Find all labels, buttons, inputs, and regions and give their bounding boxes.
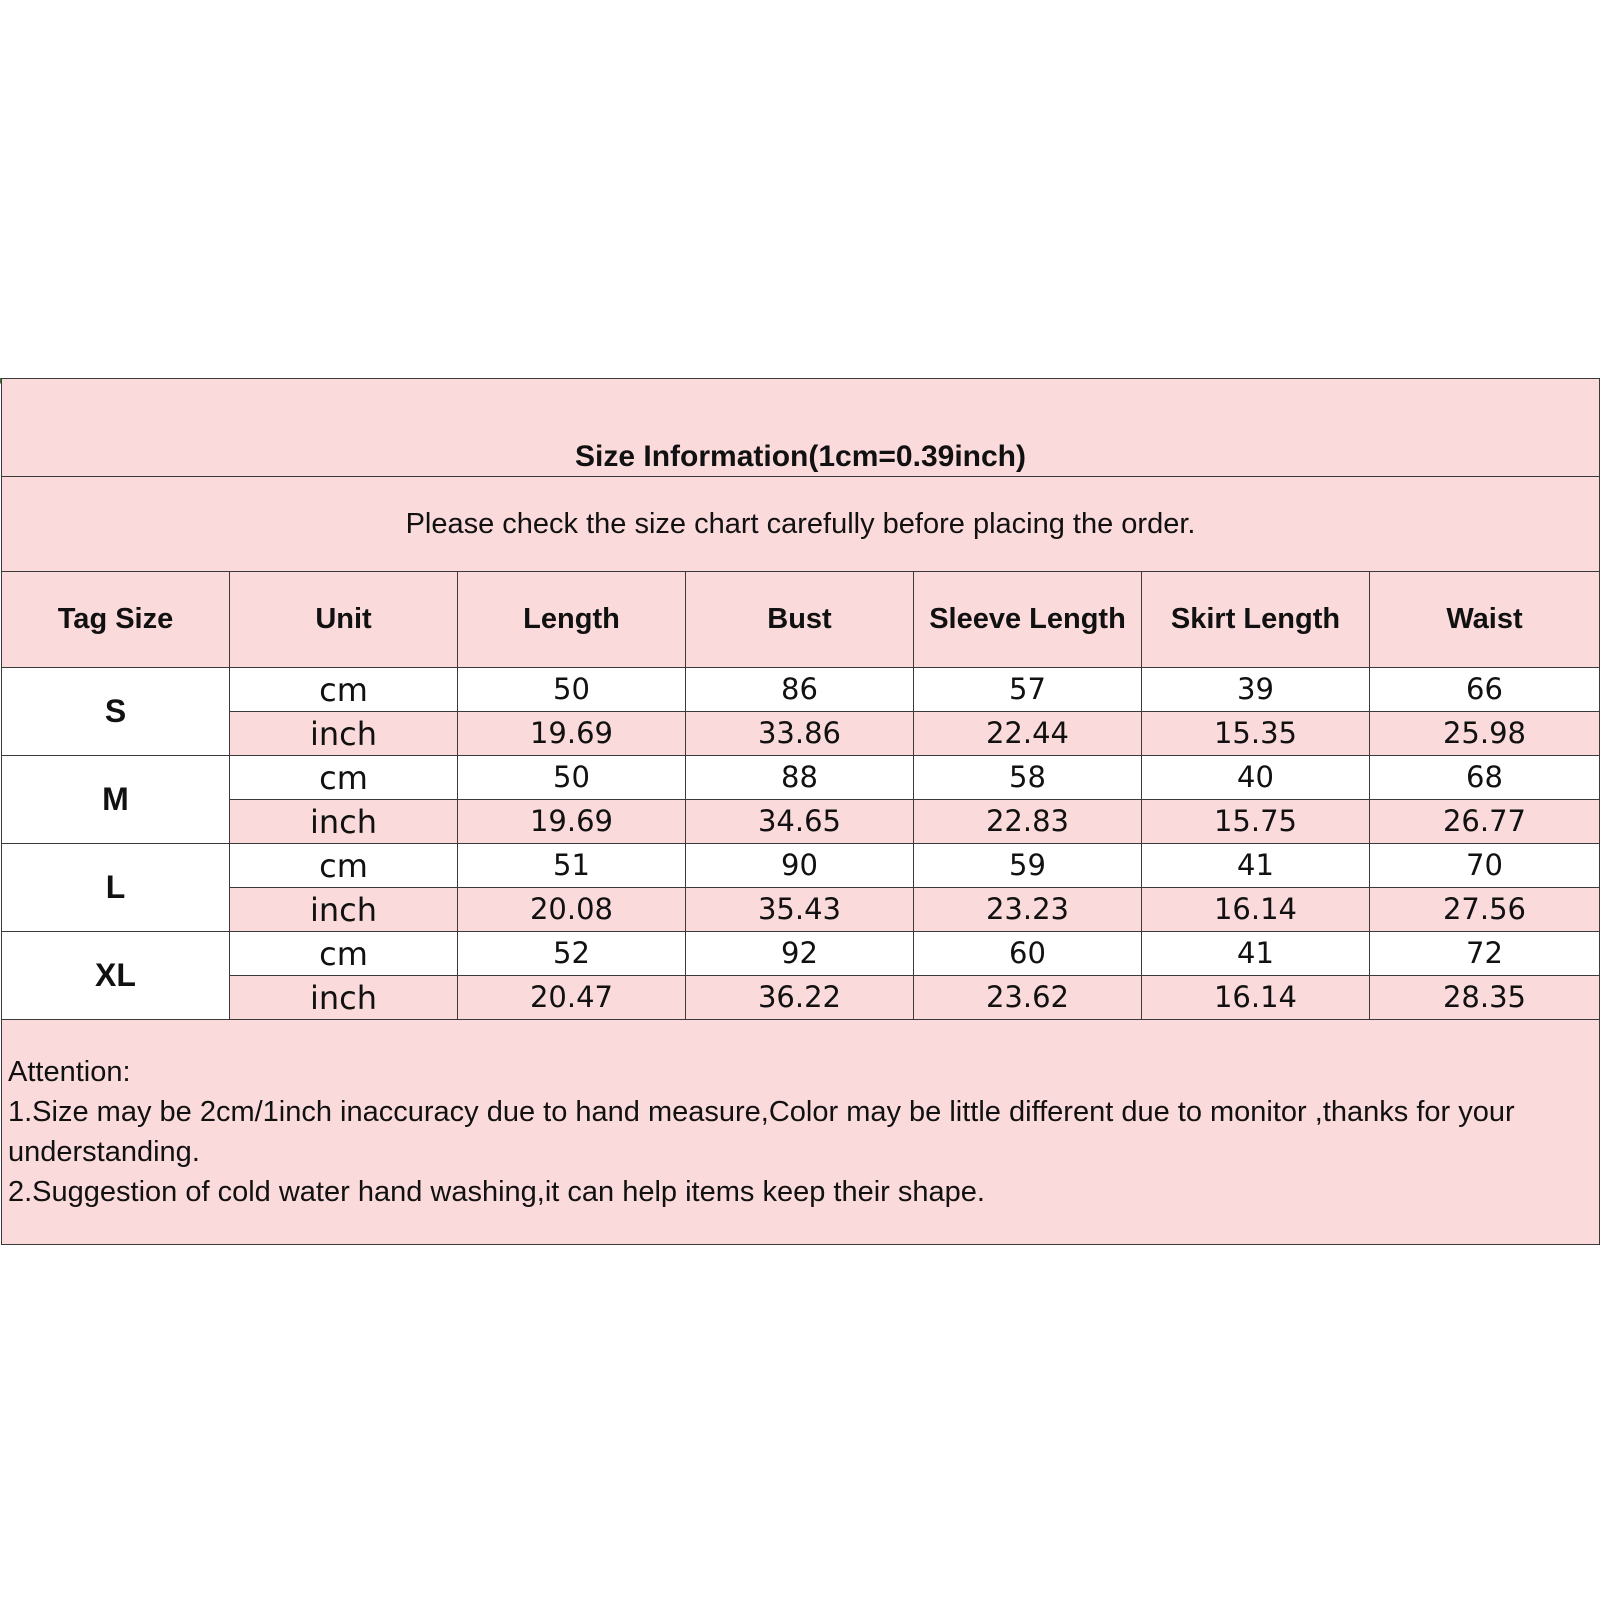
measurement-cell: 33.86 [686,712,914,756]
table-row [2,756,1600,800]
chart-title: Size Information(1cm=0.39inch) [2,379,1600,477]
table-row [2,712,1600,756]
unit-cell: cm [230,668,458,712]
measurement-cell: 41 [1142,932,1370,976]
unit-cell: inch [230,888,458,932]
subtitle-row [2,477,1600,572]
measurement-cell: 40 [1142,756,1370,800]
measurement-cell: 50 [458,668,686,712]
measurement-cell: 16.14 [1142,888,1370,932]
tag-size-cell: S [2,668,230,756]
measurement-cell: 26.77 [1370,800,1600,844]
column-header-bust: Bust [686,572,914,668]
measurement-cell: 27.56 [1370,888,1600,932]
size-chart-table [1,378,1600,1245]
column-header-length: Length [458,572,686,668]
measurement-cell: 23.23 [914,888,1142,932]
unit-cell: cm [230,932,458,976]
table-row [2,800,1600,844]
measurement-cell: 16.14 [1142,976,1370,1020]
measurement-cell: 57 [914,668,1142,712]
attention-note: 1.Size may be 2cm/1inch inaccuracy due to hand measure,Color may be little different due to monitor ,thanks for your understanding. [8,1096,1515,1168]
unit-cell: inch [230,712,458,756]
table-row [2,888,1600,932]
attention-heading: Attention: [8,1056,131,1088]
tag-size-cell: M [2,756,230,844]
measurement-cell: 36.22 [686,976,914,1020]
header-row [2,572,1600,668]
tag-size-cell: XL [2,932,230,1020]
column-header-waist: Waist [1370,572,1600,668]
attention-note: 2.Suggestion of cold water hand washing,it can help items keep their shape. [8,1176,985,1208]
table-row [2,668,1600,712]
measurement-cell: 25.98 [1370,712,1600,756]
table-row [2,844,1600,888]
measurement-cell: 35.43 [686,888,914,932]
measurement-cell: 20.08 [458,888,686,932]
measurement-cell: 60 [914,932,1142,976]
measurement-cell: 90 [686,844,914,888]
measurement-cell: 39 [1142,668,1370,712]
measurement-cell: 22.44 [914,712,1142,756]
measurement-cell: 51 [458,844,686,888]
title-row [2,379,1600,477]
column-header-unit: Unit [230,572,458,668]
measurement-cell: 20.47 [458,976,686,1020]
unit-cell: inch [230,976,458,1020]
column-header-tag-size: Tag Size [2,572,230,668]
measurement-cell: 58 [914,756,1142,800]
attention-notes [2,1020,1600,1245]
measurement-cell: 34.65 [686,800,914,844]
measurement-cell: 72 [1370,932,1600,976]
measurement-cell: 59 [914,844,1142,888]
measurement-cell: 41 [1142,844,1370,888]
measurement-cell: 52 [458,932,686,976]
tag-size-cell: L [2,844,230,932]
unit-cell: inch [230,800,458,844]
measurement-cell: 50 [458,756,686,800]
measurement-cell: 88 [686,756,914,800]
measurement-cell: 23.62 [914,976,1142,1020]
measurement-cell: 68 [1370,756,1600,800]
unit-cell: cm [230,756,458,800]
measurement-cell: 19.69 [458,800,686,844]
unit-cell: cm [230,844,458,888]
measurement-cell: 66 [1370,668,1600,712]
measurement-cell: 70 [1370,844,1600,888]
measurement-cell: 92 [686,932,914,976]
table-row [2,932,1600,976]
notes-row [2,1020,1600,1245]
chart-subtitle: Please check the size chart carefully before placing the order. [2,477,1600,572]
measurement-cell: 15.75 [1142,800,1370,844]
measurement-cell: 28.35 [1370,976,1600,1020]
measurement-cell: 15.35 [1142,712,1370,756]
table-row [2,976,1600,1020]
column-header-sleeve-length: Sleeve Length [914,572,1142,668]
measurement-cell: 22.83 [914,800,1142,844]
measurement-cell: 86 [686,668,914,712]
column-header-skirt-length: Skirt Length [1142,572,1370,668]
measurement-cell: 19.69 [458,712,686,756]
